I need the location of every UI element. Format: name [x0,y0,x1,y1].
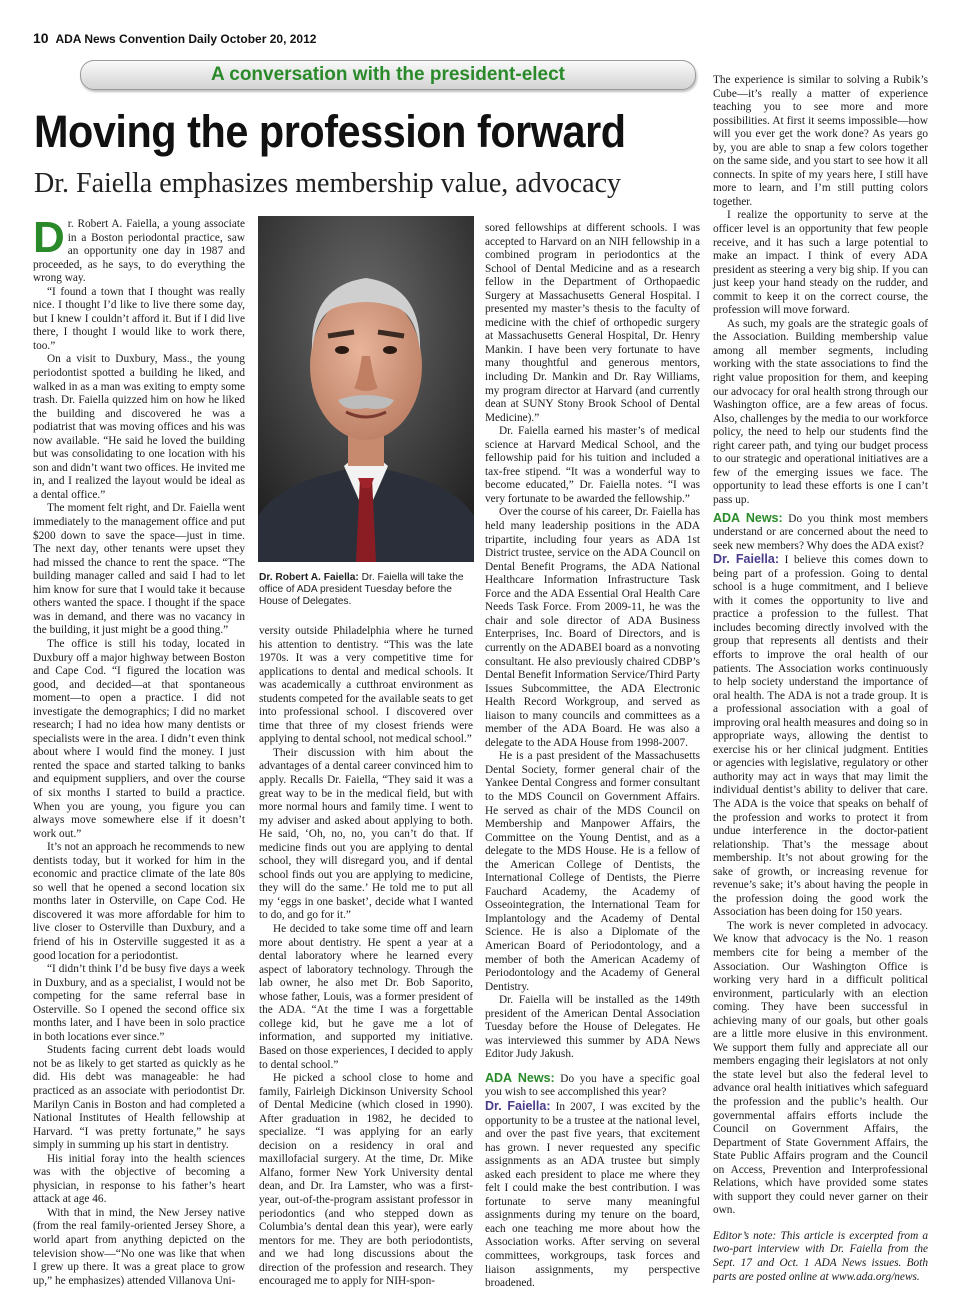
qa-label-dr-faiella: Dr. Faiella: [713,552,779,567]
paragraph: Students facing current debt loads would not be as likely to get started as quickly as he did. His debt was manageable: he had practiced as an associate with periodontist Dr. Marilyn Canis in Boston and had completed a National Institutes of Health fellowship at Harvard. “I was pretty fortunate,” he says simply in summing up his start in dentistry. [33,1044,245,1152]
portrait-photo [258,216,474,562]
paragraph: Over the course of his career, Dr. Faiella has held many leadership positions in the ADA tripartite, including four years as ADA 1st District trustee, service on the ADA Council on Dental Benefit Programs, the ADA National Healthcare Information Infrastructure Task Force and the ADA Essential Oral Health Care Needs Task Force. From 2009-11, he was the chair and sole director of ADA Business Enterprises, Inc. Board of Directors, and is currently on the ADABEI board as a nonvoting consultant. He also previously chaired CDBP’s Dental Benefit Information Service/Third Party Issues Subcommittee, the ADA Electronic Health Record Workgroup, and served as liaison to many councils and committees as a member of the ADA Board. He was also a delegate to the ADA House from 1998-2007. [485,506,700,749]
qa-question-2: ADA News: Do you think most members understand or are concerned about the need to seek new members? Why does the ADA exist? [713,510,928,552]
editor-note: Editor’s note: This article is excerpted from a two-part interview with Dr. Faiella from the Sept. 17 and Oct. 1 ADA News issues. Both parts are posted online at www.ada.org/news. [713,1229,928,1283]
qa-label-ada-news: ADA News: [485,1070,555,1085]
paragraph: Dr. Faiella earned his master’s of medical science at Harvard Medical School, and the fellowship paid for his tuition and included a tax-free stipend. “It was a wonderful way to become educated,” Dr. Faiella notes. “I was very fortunate to be awarded the fellowship.” [485,425,700,505]
kicker-banner: A conversation with the president-elect [80,60,696,90]
caption-text: Dr. Faiella will take the office of ADA president Tuesday before the House of Delegates. [259,572,464,608]
paragraph: It’s not an approach he recommends to new dentists today, but it worked for him in the economic and practice climate of the late 80s so well that he opened a second location six months later in Osterville, on Cape Cod. He discovered it was more affordable for him to live closer to Osterville than Duxbury, and a friend of his in Osterville suggested it as a good location for a periodontist. [33,841,245,962]
paragraph: sored fellowships at different schools. I was accepted to Harvard on an NIH fellowship in a combined program in periodontics at the School of Dental Medicine and as a research fellow in the Department of Orthopaedic Surgery at Massachusetts General Hospital. I presented my master’s thesis to the faculty of medicine with the chief of orthopedic surgery at Massachusetts General Hospital, Dr. Henry Mankin. I have been very fortunate to have many thoughtful and generous mentors, including Dr. Mankin and Dr. Ray Williams, my program director at Harvard (and currently dean at SUNY Stony Brook School of Dental Medicine).” [485,222,700,424]
article-column-4 [713,74,928,1283]
qa-answer-2: Dr. Faiella: I believe this comes down to being part of a profession. Going to dental school is a huge commitment, and I believe with it comes the opportunity to live and practice a profession to the fullest. That includes becoming directly involved with the group that represents all dentists and their efforts to improve the oral health of our patients. The Association works continuously to help society understand the importance of oral health. The ADA is not a trade group. It is a professional association with a goal of improving oral health measures and doing so in appropriate ways, allowing the dentist to exercise his or her clinical judgment. Entities or agencies with legislative, regulatory or other authority may act in ways that may limit the individual dentist’s ability to deliver that care. The ADA is the voice that speaks on behalf of the profession and works to protect it from undue interference in the doctor-patient relationship. That’s the message about membership. It’s not about growing for the sake of growth, or increasing revenue for revenue’s sake; it’s about having the people in the profession doing the good work the Association has been doing for 150 years. [713,552,928,919]
paragraph: The work is never completed in advocacy. We know that advocacy is the No. 1 reason members cite for being a member of the Association. Our Washington Office is working very hard in a difficult political environment, particularly with an election coming. They have been successful in achieving many of our goals, but other goals are a little more elusive in this environment. We support them fully and appreciate all our members engaging their legislators at not only the state level but also the federal level to advance oral health initiatives which safeguard the profession and the public’s health. Our governmental affairs efforts include the Council on Government Affairs, the Department of State Government Affairs, the State Public Affairs program and the Council on Access, Prevention and Interprofessional Relations, which have provided some states with support they could never garner on their own. [713,919,928,1217]
paragraph: The experience is similar to solving a Rubik’s Cube—it’s really a matter of experience teaching you to see more and more possibilities. At first it seems impossible—how will you ever get the work done? As years go by, you are able to snap a few colors together on the same side, and you start to see how it all connects. In spite of my years here, I still have more to learn, and I’m still putting colors together. [713,74,928,208]
paragraph: As such, my goals are the strategic goals of the Association. Building membership value among all member segments, including working with the state associations to find the right value proposition for them, and keeping our advocacy for oral health strong through our Washington office, are a few areas of focus. Also, challenges by the media to our workforce policy, the need to help our students find the right career path, and tying our budget process to our strategic and operational initiatives are a few of the emerging issues we face. The opportunity to lead these efforts is one I can’t pass up. [713,317,928,506]
paragraph: versity outside Philadelphia where he turned his attention to dentistry. “This was the late 1970s. It was a very competitive time for applications to dental and medical schools. It was academically a cutthroat environment as students competed for the available seats to get into professional school. I discovered over time that three of my closest friends were applying to dental school, not medical school.” [259,625,473,746]
paragraph: He is a past president of the Massachusetts Dental Society, former general chair of the Yankee Dental Congress and former consultant to the MDS Council on Government Affairs. He served as chair of the MDS Council on Membership and Manpower Affairs, the Committee on the Young Dentist, and as a delegate to the MDS House. He is a fellow of the American College of Dentists, the International College of Dentists, the Pierre Fauchard Academy, the Academy of Osseointegration, the International Team for Implantology and the Academy of Dental Science. He is also a Diplomate of the American Board of Periodontology, and a member of both the American Academy of Periodontology and the Academy of General Dentistry. [485,750,700,993]
caption-name: Dr. Robert A. Faiella: [259,572,359,583]
paragraph: I realize the opportunity to serve at the officer level is an opportunity that few people receive, and it has such a large potential to make an impact. I think of every ADA president as steering a very big ship. If you can just keep your hand steady on the rudder, and commit to keep it on the correct course, the profession will move forward. [713,209,928,317]
paragraph: His initial foray into the health sciences was with the objective of becoming a physician, in response to his father’s heart attack at age 46. [33,1152,245,1206]
qa-question-1: ADA News: Do you have a specific goal you wish to see accomplished this year? [485,1070,700,1099]
paragraph: The moment felt right, and Dr. Faiella went immediately to the management office and put $200 down to save the space—just in time. The next day, other tenants were upset they had missed the chance to rent the space. “The building manager called and said I had to let him know for sure that I would take it because others wanted the space. I thought if the space was in demand, and there was no vacancy in the building, it just might be a good thing.” [33,502,245,637]
drop-cap: D [33,213,65,262]
page-number: 10 [33,30,49,46]
paragraph: Dr. Faiella will be installed as the 149th president of the American Dental Association Tuesday before the House of Delegates. He was interviewed this summer by ADA News Editor Judy Jakush. [485,994,700,1061]
paragraph: “I found a town that I thought was really nice. I thought I’d like to live there some day, but I knew I couldn’t afford it. But if I did live there, I thought I would like to work there, too.” [33,285,245,352]
qa-answer-1: Dr. Faiella: In 2007, I was excited by the opportunity to be a trustee at the national level, and over the past five years, that excitement has grown. I never requested any specific assignments as an ADA trustee but simply asked each president to place me where they felt I could make the best contribution. I was fortunate to serve many meaningful assignments during my tenure on the board, each one teaching me more about how the Association works. After serving on several committees, workgroups, task forces and liaison assignments, my perspective broadened. [485,1099,700,1290]
paragraph: Their discussion with him about the advantages of a dental career convinced him to apply. Recalls Dr. Faiella, “They said it was a great way to be in the medical field, but with more normal hours and family time. I went to my adviser and asked about applying to both. He said, ‘Oh, no, no, you can’t do that. If medicine finds out you are applying to dental school, they will disregard you, and if dental school finds out you are applying to medicine, they will do the same.’ He told me to put all my ‘eggs in one basket’, decide what I wanted to do, and go for it.” [259,746,473,922]
paragraph: With that in mind, the New Jersey native (from the real family-oriented Jersey Shore, a world apart from anything depicted on the television show—“No one was like that when I grew up there. It was a great place to grow up,” he emphasizes) attended Villanova Uni- [33,1206,245,1287]
article-column-2 [259,625,473,1288]
paragraph: He picked a school close to home and family, Fairleigh Dickinson University School of Dental Medicine (which closed in 1990). After graduation in 1982, he decided to specialize. “I was applying for an early decision on a residency in oral and maxillofacial surgery. At the time, Dr. Mike Alfano, former New York University dental dean, and Dr. Ira Lamster, who was a first-year, out-of-the-program assistant professor in periodontics (and who stepped down as Columbia’s dental dean this year), were early mentors for me. They are both periodontists, and we had long discussions about the direction of the profession and research. They encouraged me to apply for NIH-spon- [259,1072,473,1288]
publication-line: ADA News Convention Daily October 20, 2012 [55,32,317,46]
article-column-3 [485,222,700,1290]
paragraph: He decided to take some time off and learn more about dentistry. He spent a year at a dental laboratory where he learned every aspect of laboratory technology. Through the lab owner, he also met Dr. Bob Saporito, whose father, Louis, was a former president of the ADA. “At the time I was a forgettable college kid, but he gave me a lot of information, and supported my initiative. Based on those experiences, I decided to apply to dental school.” [259,923,473,1071]
paragraph: The office is still his today, located in Duxbury off a major highway between Boston and Cape Cod. “I figured the location was good, and decided—at that spontaneous moment—to open a practice. I did not investigate the demographics; I did no market research; I had no idea how many dentists or specialists were in the area. I didn’t even think about where I would find the money. I just rented the space and started talking to banks and equipment suppliers, and over the course of six months I started to build a practice. When you are young, you figure you can always move somewhere else if it doesn’t work out.” [33,637,245,840]
portrait-illustration [258,216,474,562]
paragraph: Dr. Robert A. Faiella, a young associate in a Boston periodontal practice, saw an opportunity one day in 1987 and proceeded, as he says, to do everything the wrong way. [33,213,245,285]
qa-label-ada-news: ADA News: [713,510,783,525]
qa-label-dr-faiella: Dr. Faiella: [485,1099,551,1113]
paragraph: On a visit to Duxbury, Mass., the young periodontist spotted a building he liked, and walked in as a man was exiting to empty some trash. Dr. Faiella quizzed him on how he liked the building and discovered he was a podiatrist that was moving offices and his was now available. “He said he loved the building but was consolidating to one location with his son and didn’t want two offices. He invited me in, and I realized the layout would be ideal as a dental office.” [33,353,245,501]
headline: Moving the profession forward [34,106,626,157]
paragraph: “I didn’t think I’d be busy five days a week in Duxbury, and as a specialist, I would not be competing for the same referral base in Osterville. So I opened the second office six months later, and I have been in solo practice in both locations ever since.” [33,963,245,1043]
article-column-1 [33,213,245,1287]
photo-caption [259,572,475,609]
deck-subheadline: Dr. Faiella emphasizes membership value, advocacy [34,168,622,199]
page-folio [33,30,316,46]
